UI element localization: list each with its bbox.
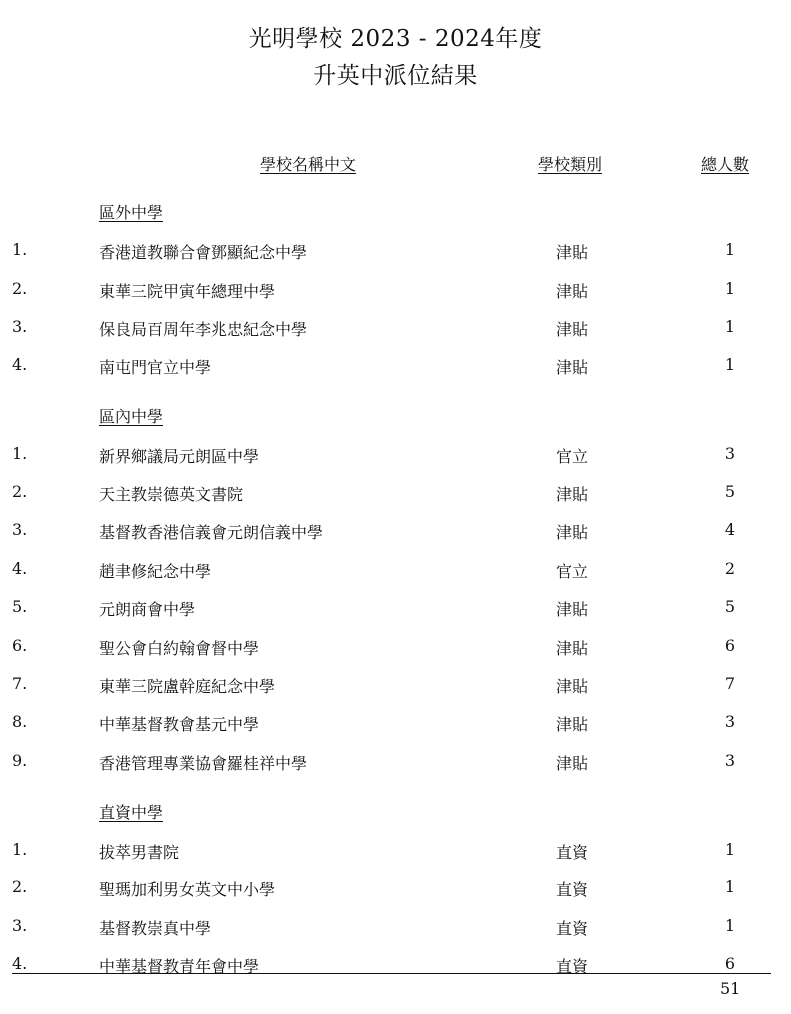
school-type: 津貼 — [556, 715, 589, 734]
table-row — [0, 636, 791, 660]
table-row — [0, 559, 791, 583]
school-type: 津貼 — [556, 600, 589, 619]
row-number: 1. — [12, 840, 28, 859]
school-type: 直資 — [556, 957, 589, 976]
school-type: 津貼 — [556, 282, 589, 301]
school-type: 直資 — [556, 880, 589, 899]
table-row — [0, 916, 791, 940]
school-type: 津貼 — [556, 677, 589, 696]
student-count: 5 — [724, 482, 736, 501]
school-name: 香港道教聯合會鄧顯紀念中學 — [99, 243, 308, 262]
table-row — [0, 355, 791, 379]
row-number: 4. — [12, 355, 28, 374]
row-number: 3. — [12, 916, 28, 935]
school-name: 保良局百周年李兆忠紀念中學 — [99, 320, 308, 339]
page-number: 51 — [720, 979, 741, 998]
section-heading-out-of-district: 區外中學 — [99, 203, 164, 222]
table-row — [0, 954, 791, 978]
school-type: 津貼 — [556, 639, 589, 658]
school-type: 津貼 — [556, 754, 589, 773]
school-type: 官立 — [556, 447, 589, 466]
student-count: 1 — [724, 279, 736, 298]
document-title: 光明學校 2023 - 2024年度 — [248, 26, 543, 52]
table-row — [0, 444, 791, 468]
row-number: 1. — [12, 240, 28, 259]
table-row — [0, 520, 791, 544]
row-number: 8. — [12, 712, 28, 731]
student-count: 4 — [724, 520, 736, 539]
row-number: 3. — [12, 520, 28, 539]
school-name: 中華基督教青年會中學 — [99, 957, 260, 976]
column-header-school-name: 學校名稱中文 — [260, 155, 357, 174]
school-type: 津貼 — [556, 523, 589, 542]
school-name: 中華基督教會基元中學 — [99, 715, 260, 734]
student-count: 6 — [724, 636, 736, 655]
school-name: 南屯門官立中學 — [99, 358, 212, 377]
column-header-school-type: 學校類別 — [538, 155, 603, 174]
student-count: 1 — [724, 916, 736, 935]
school-type: 直資 — [556, 919, 589, 938]
row-number: 1. — [12, 444, 28, 463]
table-row — [0, 240, 791, 264]
row-number: 2. — [12, 482, 28, 501]
row-number: 5. — [12, 597, 28, 616]
table-row — [0, 482, 791, 506]
row-number: 4. — [12, 559, 28, 578]
student-count: 5 — [724, 597, 736, 616]
school-type: 直資 — [556, 843, 589, 862]
table-row — [0, 597, 791, 621]
school-name: 天主教崇德英文書院 — [99, 485, 244, 504]
row-number: 6. — [12, 636, 28, 655]
school-name: 新界鄉議局元朗區中學 — [99, 447, 260, 466]
table-row — [0, 877, 791, 901]
student-count: 3 — [724, 444, 736, 463]
section-heading-dss: 直資中學 — [99, 803, 164, 822]
student-count: 1 — [724, 240, 736, 259]
student-count: 3 — [724, 712, 736, 731]
row-number: 2. — [12, 279, 28, 298]
school-name: 聖公會白約翰會督中學 — [99, 639, 260, 658]
column-header-total: 總人數 — [701, 155, 750, 174]
document-subtitle: 升英中派位結果 — [313, 63, 478, 89]
table-row — [0, 317, 791, 341]
school-name: 基督教香港信義會元朗信義中學 — [99, 523, 324, 542]
footer-divider — [12, 973, 771, 974]
school-name: 聖瑪加利男女英文中小學 — [99, 880, 276, 899]
student-count: 1 — [724, 840, 736, 859]
student-count: 6 — [724, 954, 736, 973]
school-name: 東華三院甲寅年總理中學 — [99, 282, 276, 301]
row-number: 2. — [12, 877, 28, 896]
school-name: 東華三院盧幹庭紀念中學 — [99, 677, 276, 696]
student-count: 3 — [724, 751, 736, 770]
table-row — [0, 712, 791, 736]
school-type: 津貼 — [556, 485, 589, 504]
student-count: 1 — [724, 355, 736, 374]
table-row — [0, 674, 791, 698]
school-type: 津貼 — [556, 320, 589, 339]
table-row — [0, 840, 791, 864]
row-number: 4. — [12, 954, 28, 973]
school-name: 香港管理專業協會羅桂祥中學 — [99, 754, 308, 773]
student-count: 1 — [724, 317, 736, 336]
school-type: 官立 — [556, 562, 589, 581]
school-name: 拔萃男書院 — [99, 843, 180, 862]
row-number: 9. — [12, 751, 28, 770]
school-name: 元朗商會中學 — [99, 600, 196, 619]
school-name: 基督教崇真中學 — [99, 919, 212, 938]
table-row — [0, 751, 791, 775]
school-type: 津貼 — [556, 243, 589, 262]
school-name: 趙聿修紀念中學 — [99, 562, 212, 581]
table-row — [0, 279, 791, 303]
section-heading-in-district: 區內中學 — [99, 407, 164, 426]
student-count: 2 — [724, 559, 736, 578]
row-number: 7. — [12, 674, 28, 693]
row-number: 3. — [12, 317, 28, 336]
student-count: 7 — [724, 674, 736, 693]
school-type: 津貼 — [556, 358, 589, 377]
student-count: 1 — [724, 877, 736, 896]
